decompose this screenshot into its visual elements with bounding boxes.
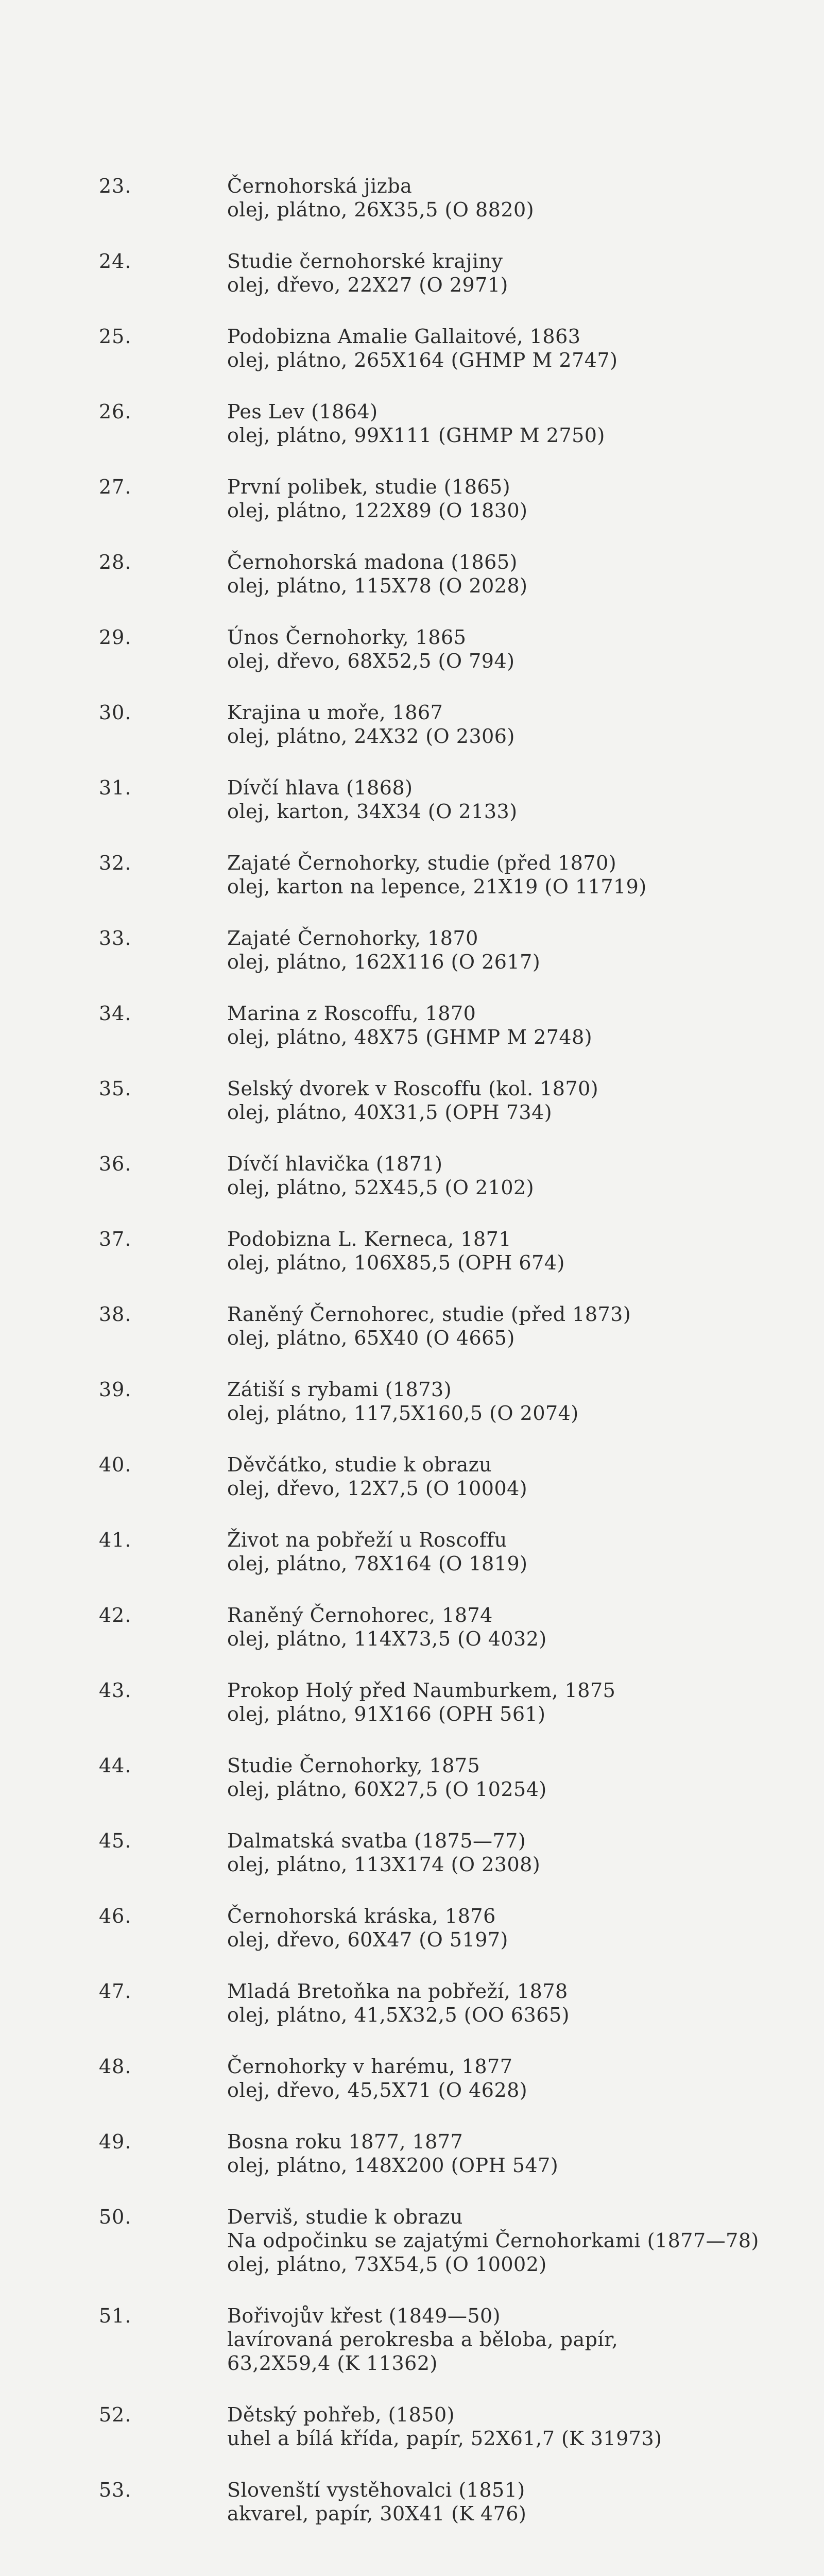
entry-number: 51.: [99, 2304, 132, 2327]
entry-detail: olej, plátno, 265X164 (GHMP M 2747): [227, 349, 618, 371]
entry-number: 46.: [99, 1905, 132, 1927]
entry-text: [227, 2205, 814, 2276]
entry-number: 30.: [99, 701, 132, 724]
entry-title: Selský dvorek v Roscoffu (kol. 1870): [227, 1077, 599, 1100]
entry-title: Černohorská madona (1865): [227, 551, 518, 573]
entry-text: [227, 550, 814, 598]
entry-text: [227, 2304, 814, 2375]
entry-number: 34.: [99, 1002, 132, 1025]
entry-title: Raněný Černohorec, studie (před 1873): [227, 1303, 631, 1326]
entry-number: 26.: [99, 400, 132, 423]
entry-text: [227, 1754, 814, 1801]
entry-number: 50.: [99, 2206, 132, 2228]
entry-text: [227, 926, 814, 974]
entry-detail: olej, plátno, 78X164 (O 1819): [227, 1552, 528, 1575]
entry-detail: uhel a bílá křída, papír, 52X61,7 (K 31973): [227, 2427, 662, 2450]
entry-title: Prokop Holý před Naumburkem, 1875: [227, 1679, 616, 1702]
entry-number: 24.: [99, 250, 132, 273]
entry-text: [227, 1679, 814, 1726]
entry-number: 28.: [99, 551, 132, 573]
entry-number: 36.: [99, 1153, 132, 1175]
entry-text: [227, 475, 814, 522]
entry-title: Slovenští vystěhovalci (1851): [227, 2479, 525, 2501]
entry-title: Pes Lev (1864): [227, 400, 378, 423]
entry-text: [227, 400, 814, 447]
entry-text: [227, 1979, 814, 2027]
entry-detail: olej, plátno, 73X54,5 (O 10002): [227, 2253, 547, 2276]
entry-number: 45.: [99, 1829, 132, 1852]
entry-text: [227, 2055, 814, 2102]
entry-number: 35.: [99, 1077, 132, 1100]
entry-detail: olej, dřevo, 68X52,5 (O 794): [227, 650, 515, 672]
entry-text: [227, 1152, 814, 1199]
entry-detail: olej, plátno, 24X32 (O 2306): [227, 725, 515, 748]
entry-title: Dívčí hlava (1868): [227, 776, 413, 799]
entry-detail: olej, plátno, 52X45,5 (O 2102): [227, 1176, 535, 1199]
entry-detail: Na odpočinku se zajatými Černohorkami (1877—78): [227, 2229, 759, 2252]
entry-text: [227, 1453, 814, 1500]
entry-detail: lavírovaná perokresba a běloba, papír,: [227, 2328, 619, 2351]
entry-number: 39.: [99, 1378, 132, 1401]
entry-title: Studie Černohorky, 1875: [227, 1754, 480, 1777]
entry-number: 42.: [99, 1604, 132, 1626]
entry-detail: olej, plátno, 41,5X32,5 (OO 6365): [227, 2004, 570, 2026]
entry-title: Zátiší s rybami (1873): [227, 1378, 452, 1401]
entry-detail: olej, plátno, 122X89 (O 1830): [227, 499, 528, 522]
entry-text: [227, 249, 814, 297]
entry-text: [227, 1829, 814, 1876]
entry-text: [227, 851, 814, 899]
entry-text: [227, 1528, 814, 1575]
entry-text: [227, 2130, 814, 2177]
entry-detail: olej, karton na lepence, 21X19 (O 11719): [227, 875, 647, 898]
entry-detail: olej, plátno, 115X78 (O 2028): [227, 574, 528, 597]
entry-number: 44.: [99, 1754, 132, 1777]
entry-title: První polibek, studie (1865): [227, 476, 511, 498]
entry-title: Dětský pohřeb, (1850): [227, 2403, 455, 2426]
entry-number: 27.: [99, 476, 132, 498]
entry-title: Bosna roku 1877, 1877: [227, 2130, 464, 2153]
entry-title: Marina z Roscoffu, 1870: [227, 1002, 476, 1025]
entry-detail: olej, plátno, 106X85,5 (OPH 674): [227, 1251, 565, 1274]
entry-detail: olej, plátno, 48X75 (GHMP M 2748): [227, 1026, 593, 1048]
entry-number: 38.: [99, 1303, 132, 1326]
entry-detail: olej, plátno, 114X73,5 (O 4032): [227, 1628, 547, 1650]
catalog-entry: [0, 2478, 824, 2576]
entry-detail: olej, plátno, 117,5X160,5 (O 2074): [227, 1402, 579, 1425]
entry-number: 33.: [99, 927, 132, 950]
entry-detail: akvarel, papír, 30X41 (K 476): [227, 2502, 527, 2525]
entry-title: Černohorská kráska, 1876: [227, 1905, 496, 1927]
entry-detail: olej, dřevo, 22X27 (O 2971): [227, 274, 508, 296]
entry-title: Únos Černohorky, 1865: [227, 626, 467, 649]
entry-text: [227, 2478, 814, 2526]
entry-number: 48.: [99, 2055, 132, 2078]
entry-number: 41.: [99, 1529, 132, 1551]
entry-title: Zajaté Černohorky, studie (před 1870): [227, 852, 617, 874]
entry-detail: olej, plátno, 113X174 (O 2308): [227, 1853, 541, 1876]
entry-title: Podobizna Amalie Gallaitové, 1863: [227, 325, 581, 348]
entry-detail: 63,2X59,4 (K 11362): [227, 2352, 438, 2375]
entry-detail: olej, plátno, 91X166 (OPH 561): [227, 1703, 546, 1725]
entry-text: [227, 776, 814, 823]
entry-detail: olej, dřevo, 12X7,5 (O 10004): [227, 1477, 528, 1500]
entry-detail: olej, dřevo, 45,5X71 (O 4628): [227, 2079, 528, 2102]
entry-number: 23.: [99, 175, 132, 197]
entry-title: Dívčí hlavička (1871): [227, 1153, 443, 1175]
entry-text: [227, 325, 814, 372]
entry-number: 52.: [99, 2403, 132, 2426]
entry-text: [227, 1302, 814, 1350]
entry-number: 37.: [99, 1228, 132, 1250]
entry-detail: olej, plátno, 40X31,5 (OPH 734): [227, 1101, 553, 1124]
entry-text: [227, 1904, 814, 1952]
entry-number: 25.: [99, 325, 132, 348]
entry-detail: olej, plátno, 99X111 (GHMP M 2750): [227, 424, 605, 447]
entry-title: Bořivojův křest (1849—50): [227, 2304, 501, 2327]
entry-detail: olej, plátno, 148X200 (OPH 547): [227, 2154, 559, 2177]
entry-number: 31.: [99, 776, 132, 799]
entry-title: Děvčátko, studie k obrazu: [227, 1453, 492, 1476]
entry-text: [227, 1077, 814, 1124]
entry-text: [227, 1002, 814, 1049]
entry-number: 49.: [99, 2130, 132, 2153]
entry-text: [227, 2403, 814, 2450]
entry-title: Černohorky v harému, 1877: [227, 2055, 513, 2078]
entry-detail: olej, dřevo, 60X47 (O 5197): [227, 1928, 508, 1951]
entry-text: [227, 1378, 814, 1425]
entry-detail: olej, plátno, 60X27,5 (O 10254): [227, 1778, 547, 1801]
entry-title: Mladá Bretoňka na pobřeží, 1878: [227, 1980, 568, 2003]
entry-title: Zajaté Černohorky, 1870: [227, 927, 478, 950]
entry-title: Krajina u moře, 1867: [227, 701, 443, 724]
entry-number: 29.: [99, 626, 132, 649]
entry-text: [227, 701, 814, 748]
entry-number: 53.: [99, 2479, 132, 2501]
entry-number: 40.: [99, 1453, 132, 1476]
entry-title: Podobizna L. Kerneca, 1871: [227, 1228, 511, 1250]
entry-title: Dalmatská svatba (1875—77): [227, 1829, 526, 1852]
entry-text: [227, 174, 814, 222]
entry-detail: olej, karton, 34X34 (O 2133): [227, 800, 518, 823]
entry-detail: olej, plátno, 162X116 (O 2617): [227, 951, 541, 973]
entry-title: Černohorská jizba: [227, 175, 413, 197]
entry-detail: olej, plátno, 65X40 (O 4665): [227, 1327, 515, 1349]
entry-detail: olej, plátno, 26X35,5 (O 8820): [227, 198, 535, 221]
entry-title: Studie černohorské krajiny: [227, 250, 503, 273]
entry-number: 32.: [99, 852, 132, 874]
entry-number: 47.: [99, 1980, 132, 2003]
entry-text: [227, 625, 814, 673]
entry-number: 43.: [99, 1679, 132, 1702]
entry-title: Derviš, studie k obrazu: [227, 2206, 463, 2228]
entry-title: Život na pobřeží u Roscoffu: [227, 1529, 507, 1551]
entry-title: Raněný Černohorec, 1874: [227, 1604, 493, 1626]
entry-text: [227, 1603, 814, 1651]
entry-text: [227, 1227, 814, 1275]
